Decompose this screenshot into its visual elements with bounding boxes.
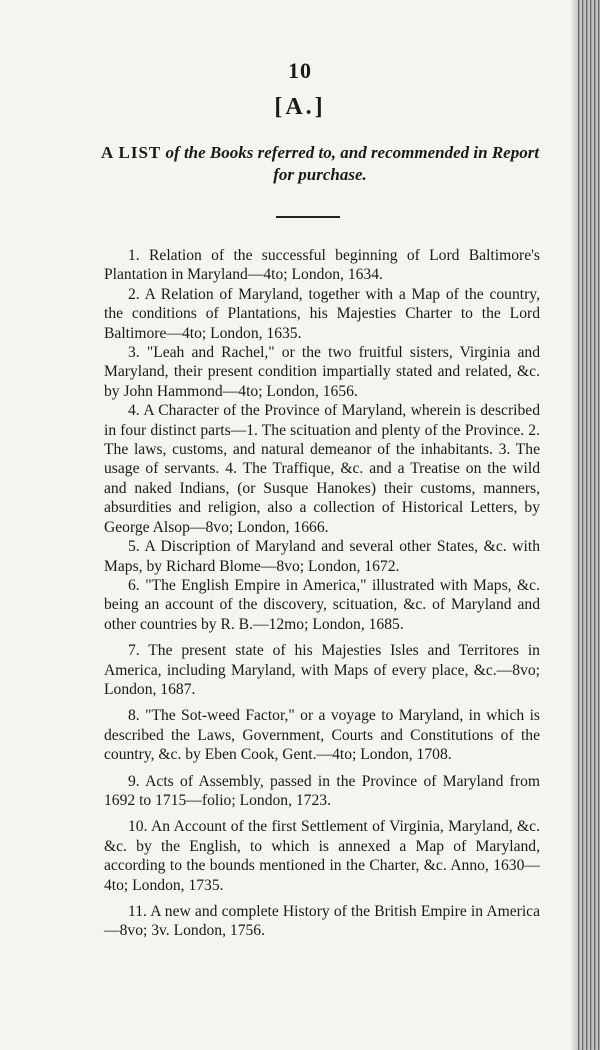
entry-number: 2.: [128, 285, 140, 303]
title-divider: [276, 216, 340, 218]
scan-edge: [578, 0, 600, 1050]
entry-text: A new and complete History of the British Empire in America—8vo; 3v. London, 1756.: [104, 903, 541, 940]
page-number: 10: [288, 58, 312, 83]
entry-number: 4.: [128, 402, 140, 420]
list-item: [104, 343, 540, 401]
entry-text: "The Sot-weed Factor," or a voyage to Maryland, in which is described the Laws, Government, Courts and Constitutions of the country, &c. by Eben Cook, Gent.—4to; London, 1708.: [104, 707, 540, 764]
entry-number: 6.: [128, 576, 140, 594]
entry-number: 5.: [128, 538, 140, 556]
entry-text: A Character of the Province of Maryland, wherein is described in four distinct parts—1. The scituation and plenty of the Province. 2. The laws, customs, and natural demeanor of the inhabitants. 3. The usage of servants. 4. The Traffique, &c. and a Treatise on the wild and naked Indians, (or Susque Hanokes) their customs, manners, absurdities and religion, also a collection of Historical Letters, by George Alsop—8vo; London, 1666.: [104, 402, 540, 536]
entry-text: The present state of his Majesties Isles and Territores in America, including Maryland, with Maps of every place, &c.—8vo; London, 1687.: [104, 642, 540, 698]
list-title-rest: of the Books referred to, and recommended in Report for purchase.: [165, 143, 540, 184]
entry-text: "The English Empire in America," illustrated with Maps, &c. being an account of the discovery, scituation, &c. of Maryland and other countries by R. B.—12mo; London, 1685.: [104, 576, 540, 633]
entry-number: 8.: [128, 707, 140, 725]
entry-number: 3.: [128, 344, 140, 362]
entry-text: A Discription of Maryland and several other States, &c. with Maps, by Richard Blome—8vo; London, 1672.: [104, 538, 541, 575]
entry-number: 7.: [128, 642, 140, 660]
book-list: [104, 246, 540, 941]
list-title: [100, 142, 540, 186]
entry-number: 10.: [128, 818, 148, 836]
entry-number: 11.: [128, 903, 147, 920]
list-item: [104, 576, 540, 634]
list-title-lead: A LIST: [100, 143, 162, 162]
entry-text: Relation of the successful beginning of Lord Baltimore's Plantation in Maryland—4to; London, 1634.: [104, 247, 540, 284]
list-item: [104, 537, 540, 576]
section-mark: [A.]: [274, 94, 326, 120]
entry-text: Acts of Assembly, passed in the Province of Maryland from 1692 to 1715—folio; London, 1723.: [104, 772, 540, 809]
entry-text: An Account of the first Settlement of Virginia, Maryland, &c. &c. by the English, to which is annexed a Map of Maryland, according to the bounds mentioned in the Charter, &c. Anno, 1630—4to; London, 1735.: [104, 818, 540, 894]
entry-text: "Leah and Rachel," or the two fruitful sisters, Virginia and Maryland, their present condition impartially stated and related, &c. by John Hammond—4to; London, 1656.: [104, 344, 540, 400]
list-item: [104, 706, 540, 764]
list-item: [104, 246, 540, 285]
list-item: [104, 817, 540, 895]
scan-shadow: [570, 0, 578, 1050]
entry-number: 1.: [128, 247, 140, 264]
list-item: [104, 902, 540, 941]
list-item: [104, 641, 540, 699]
list-item: [104, 285, 540, 343]
list-item: [104, 772, 540, 811]
entry-number: 9.: [128, 772, 140, 790]
entry-text: A Relation of Maryland, together with a Map of the country, the conditions of Plantations, his Majesties Charter to the Lord Baltimore—4to; London, 1635.: [104, 285, 540, 342]
list-item: [104, 401, 540, 537]
